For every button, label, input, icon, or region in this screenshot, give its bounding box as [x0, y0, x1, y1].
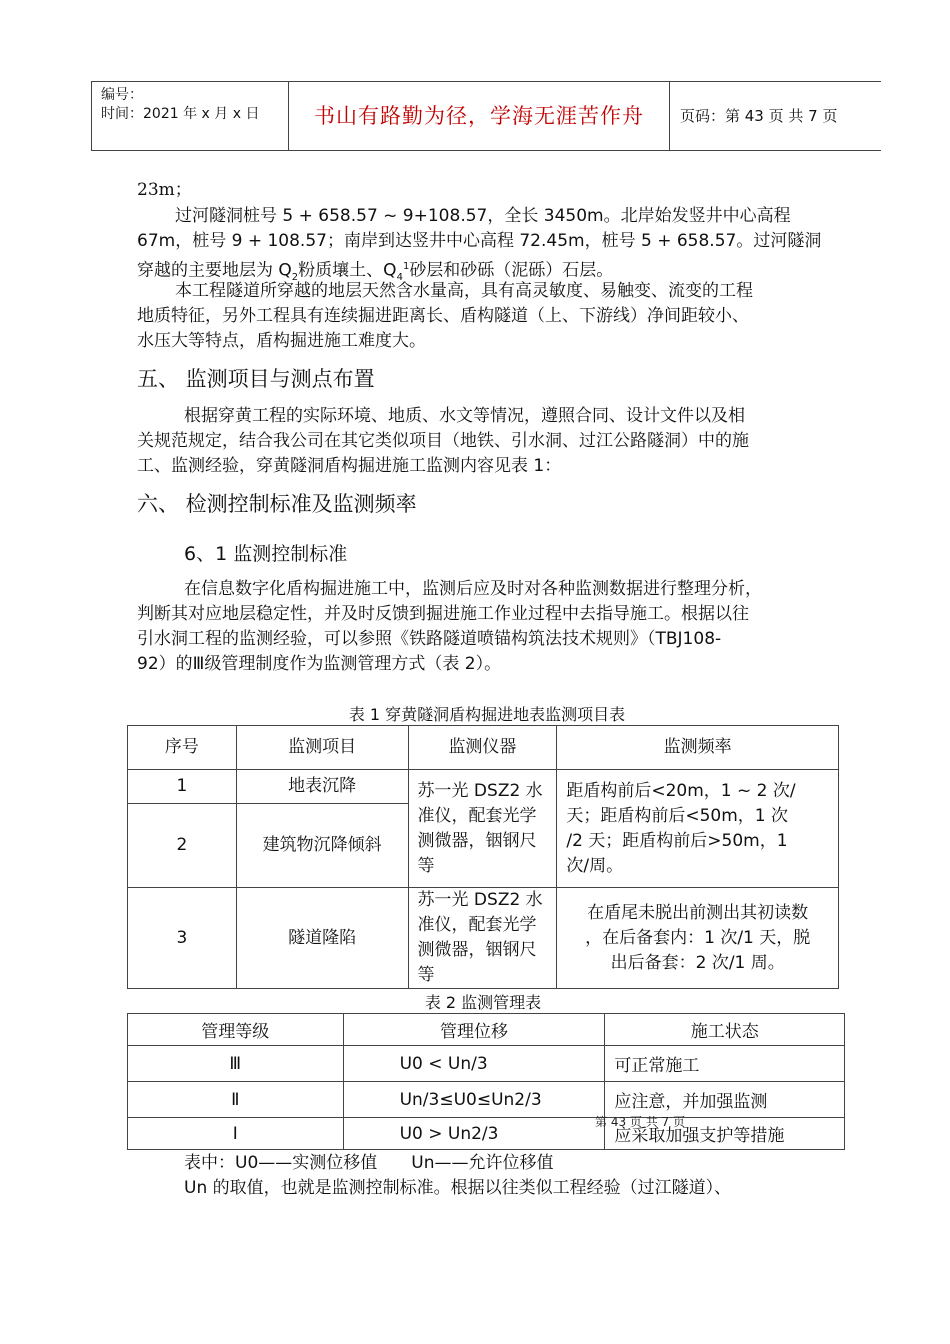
instrument-line: 测微器，铟钢尺 [417, 830, 537, 851]
frequency-line: 天；距盾构前后<50m，1 次 [566, 805, 789, 826]
table-2-cell-state: 应注意，并加强监测 [605, 1082, 845, 1118]
para-1-text-b: 粉质壤土、Q [298, 260, 397, 281]
header-motto-cell [289, 82, 670, 150]
para-2-line-1: 地质特征，另外工程具有连续掘进距离长、盾构隧道（上、下游线）净间距较小、 [137, 306, 749, 326]
instrument-line: 等 [417, 965, 435, 985]
instrument-line: 准仪，配套光学 [417, 915, 537, 935]
para-1-text-c: 砂层和砂砾（泥砾）石层。 [409, 260, 614, 281]
table-2-cell-state: 应采取加强支护等措施 [605, 1118, 845, 1150]
table-row [128, 1082, 845, 1118]
instrument-line: 苏一光 DSZ2 水 [417, 780, 543, 801]
table-2-cell-disp: U0 < Un/3 [343, 1046, 605, 1082]
table-1-cell-no: 3 [128, 888, 237, 989]
table-2-cell-state: 可正常施工 [605, 1046, 845, 1082]
page-header [91, 81, 881, 151]
table-1-header-item: 监测项目 [236, 726, 408, 770]
table-1-cell-instrument-b [408, 888, 557, 989]
table-row [128, 1046, 845, 1082]
table-2-cell-level: Ⅰ [128, 1118, 344, 1150]
para-3-line-1: 关规范规定，结合我公司在其它类似项目（地铁、引水洞、过江公路隧洞）中的施 [137, 431, 749, 451]
document-time: 时间：2021 年 x 月 x 日 [101, 106, 260, 122]
para-3-line-2: 工、监测经验，穿黄隧洞盾构掘进施工监测内容见表 1： [137, 456, 562, 476]
page-footer: 第 43 页 共 7 页 [595, 1115, 685, 1129]
table-2-cell-level: Ⅲ [128, 1046, 344, 1082]
table-1-cell-frequency-a [557, 770, 839, 888]
table-row [128, 888, 839, 989]
table-1-cell-instrument-a [408, 770, 557, 888]
para-4-line-2: 引水洞工程的监测经验，可以参照《铁路隧道喷锚构筑法技术规则》（TBJ108- [137, 629, 722, 649]
table-2-caption: 表 2 监测管理表 [424, 993, 542, 1012]
para-1-line-1: 67m，桩号 9 + 108.57；南岸到达竖井中心高程 72.45m，桩号 5 + 658.57。过河隧洞 [137, 231, 822, 251]
table-2-cell-disp: Un/3≤U0≤Un2/3 [343, 1082, 605, 1118]
table-1-cell-item: 地表沉降 [236, 770, 408, 804]
para-4-line-0: 在信息数字化盾构掘进施工中，监测后应及时对各种监测数据进行整理分析， [184, 579, 762, 599]
para-2-line-2: 水压大等特点，盾构掘进施工难度大。 [137, 331, 426, 351]
header-page-number: 页码：第 43 页 共 7 页 [680, 107, 838, 125]
frequency-line: 距盾构前后<20m，1 ~ 2 次/ [566, 780, 796, 801]
heading-section-6-1: 6、1 监测控制标准 [184, 543, 348, 565]
para-1-sub-b: 4 [396, 272, 403, 284]
frequency-line: 次/周。 [566, 855, 624, 876]
frequency-line: /2 天；距盾构前后>50m，1 [566, 830, 788, 851]
instrument-line: 苏一光 DSZ2 水 [417, 890, 543, 910]
table-2-header-level: 管理等级 [128, 1014, 344, 1046]
note-line-2: Un 的取值，也就是监测控制标准。根据以往类似工程经验（过江隧道）、 [184, 1178, 732, 1198]
table-2-cell-level: Ⅱ [128, 1082, 344, 1118]
header-meta [92, 82, 289, 150]
document-number: 编号： [101, 87, 143, 103]
table-1-cell-no: 2 [128, 804, 237, 888]
table-row [128, 770, 839, 804]
table-2-header-state: 施工状态 [605, 1014, 845, 1046]
table-2-header-disp: 管理位移 [343, 1014, 605, 1046]
header-motto: 书山有路勤为径，学海无涯苦作舟 [314, 104, 644, 128]
instrument-line: 测微器，铟钢尺 [417, 940, 537, 960]
table-2-cell-disp: U0 > Un2/3 [343, 1118, 605, 1150]
instrument-line: 等 [417, 855, 435, 876]
table-1-cell-frequency-b [557, 888, 839, 989]
frequency-line: 在盾尾未脱出前测出其初读数 [587, 902, 809, 923]
table-1-header-row [128, 726, 839, 770]
table-2-header-row [128, 1014, 845, 1046]
table-1-header-no: 序号 [128, 726, 237, 770]
para-3-line-0: 根据穿黄工程的实际环境、地质、水文等情况，遵照合同、设计文件以及相 [184, 406, 745, 426]
table-1-header-instrument: 监测仪器 [408, 726, 557, 770]
heading-section-5: 五、 监测项目与测点布置 [137, 367, 375, 391]
table-1-cell-no: 1 [128, 770, 237, 804]
table-1-caption: 表 1 穿黄隧洞盾构掘进地表监测项目表 [348, 705, 626, 724]
para-1-text-a: 穿越的主要地层为 Q [137, 260, 292, 281]
table-row [128, 1118, 845, 1150]
para-4-line-3: 92）的Ⅲ级管理制度作为监测管理方式（表 2）。 [137, 654, 502, 674]
table-1-cell-item: 建筑物沉降倾斜 [236, 804, 408, 888]
frequency-line: ，在后备套内：1 次/1 天，脱 [585, 927, 811, 948]
table-2 [127, 1013, 845, 1150]
heading-section-6: 六、 检测控制标准及监测频率 [137, 492, 417, 516]
para-2-line-0: 本工程隧道所穿越的地层天然含水量高，具有高灵敏度、易触变、流变的工程 [175, 281, 753, 301]
table-1 [127, 725, 839, 989]
instrument-line: 准仪，配套光学 [417, 805, 537, 826]
para-1-line-0: 过河隧洞桩号 5 + 658.57 ~ 9+108.57，全长 3450m。北岸始发竖井中心高程 [175, 206, 791, 226]
table-1-cell-item: 隧道隆陷 [236, 888, 408, 989]
note-line-1: 表中：U0——实测位移值 Un——允许位移值 [184, 1153, 554, 1173]
para-1-sub-a: 2 [291, 272, 299, 284]
header-page-cell [670, 82, 881, 150]
para-4-line-1: 判断其对应地层稳定性，并及时反馈到掘进施工作业过程中去指导施工。根据以往 [137, 604, 749, 624]
body-line-0: 23m； [137, 180, 192, 200]
para-1-sup-b: 1 [402, 261, 410, 272]
table-1-header-frequency: 监测频率 [557, 726, 839, 770]
frequency-line: 出后备套：2 次/1 周。 [610, 952, 785, 973]
